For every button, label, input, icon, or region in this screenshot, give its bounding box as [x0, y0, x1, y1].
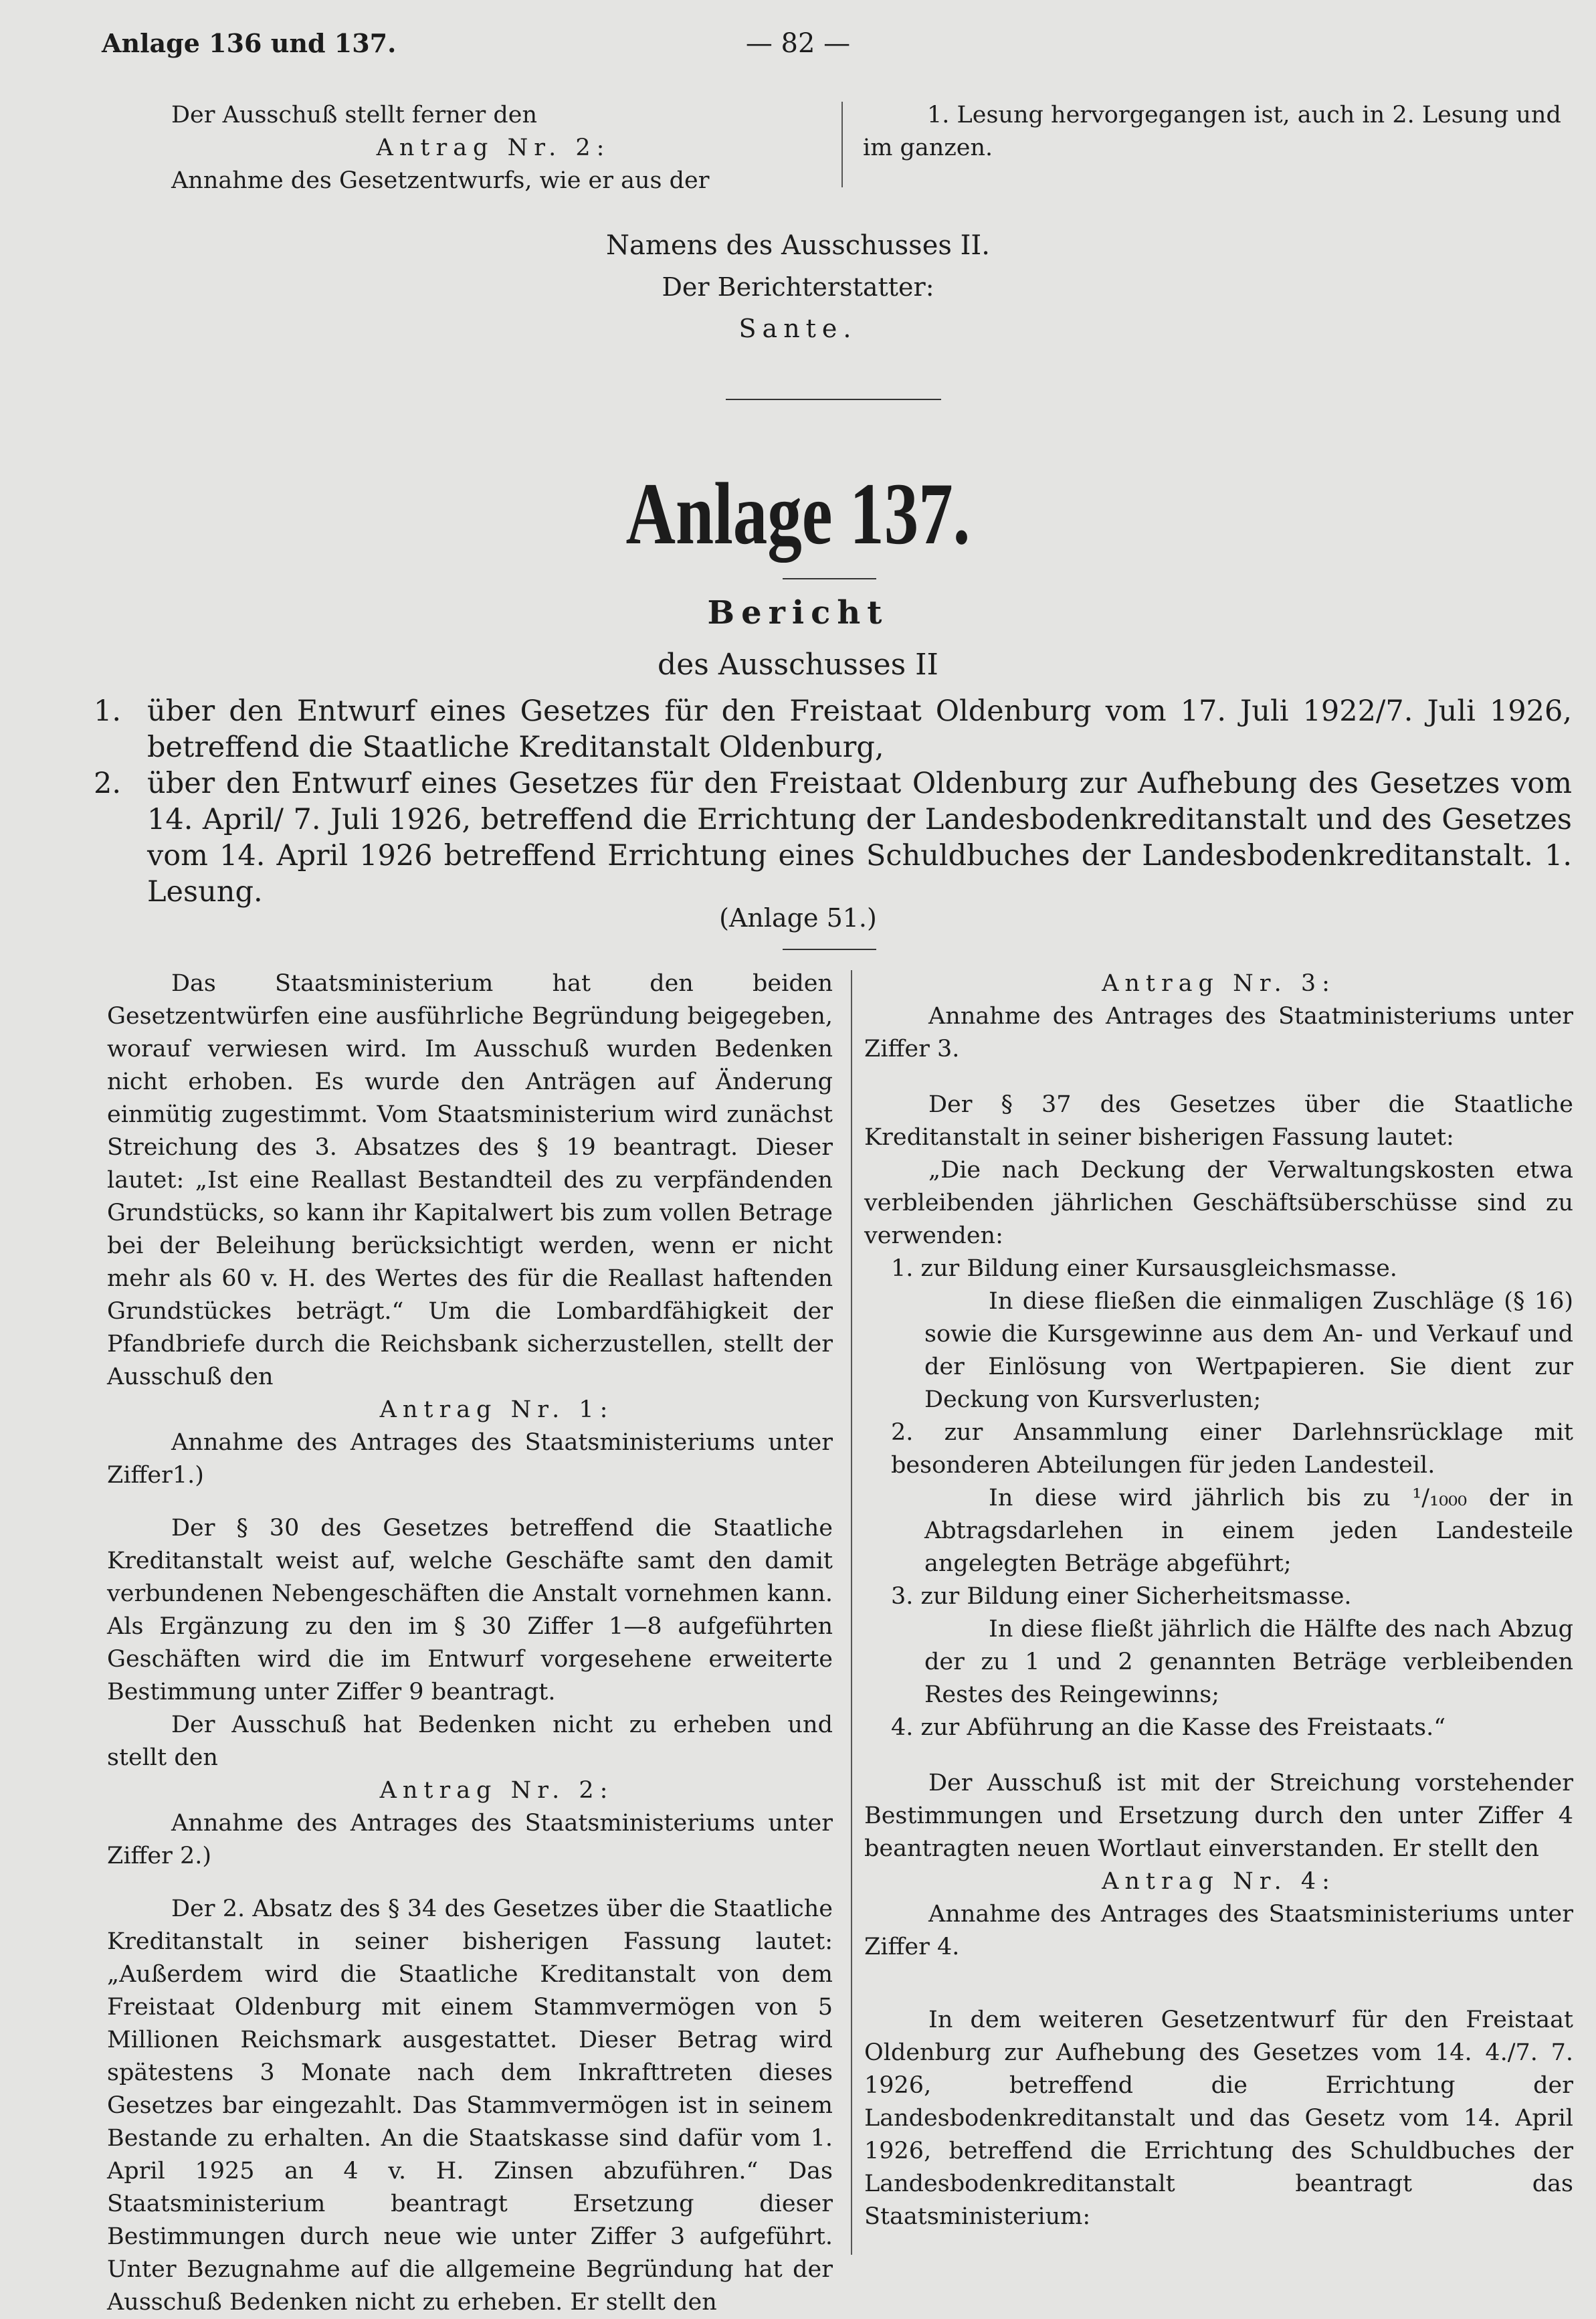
subtitle-committee: des Ausschusses II	[658, 648, 938, 682]
top-left-block	[107, 99, 826, 197]
paragraph: Der 2. Absatz des § 34 des Gesetzes über die Staatliche Kreditanstalt in seiner bisherigen Fassung lautet: „Außerdem wird die Staatliche Kreditanstalt von dem Freistaat Oldenburg mit einem Stammvermögen von 5 Millionen Reichsmark ausgestattet. Dieser Betrag wird spätestens 3 Monate nach dem Inkrafttreten dieses Gesetzes bar eingezahlt. Das Stammvermögen ist in seinem Bestande zu erhalten. An die Staatskasse sind dafür vom 1. April 1925 an 4 v. H. Zinsen abzuführen.“ Das Staatsministerium beantragt Ersetzung dieser Bestimmungen durch neue wie unter Ziffer 3 aufgeführt. Unter Bezugnahme auf die allgemeine Begründung hat der Ausschuß Bedenken nicht zu erheben. Er stellt den	[107, 1895, 833, 2316]
subtitle: Bericht	[707, 594, 889, 632]
antrag-heading: Antrag Nr. 2:	[376, 134, 611, 161]
section-divider	[726, 399, 941, 400]
left-column	[107, 967, 833, 2319]
list-item: 1. zur Bildung einer Kursausgleichsmasse.	[891, 1255, 1397, 1282]
report-item	[94, 765, 1572, 910]
top-right-line: im ganzen.	[863, 134, 993, 161]
top-left-line: Der Ausschuß stellt ferner den	[171, 102, 538, 128]
item-number: 1.	[94, 694, 122, 728]
paragraph: Der Ausschuß hat Bedenken nicht zu erheben und stellt den	[107, 1711, 833, 1771]
page-title: Anlage 137.	[625, 464, 971, 563]
signature-name: Sante.	[738, 314, 858, 343]
signature-committee: Namens des Ausschusses II.	[606, 230, 990, 261]
paragraph: Der Ausschuß ist mit der Streichung vorstehender Bestimmungen und Ersetzung durch den unter Ziffer 4 beantragten neuen Wortlaut einverstanden. Er stellt den	[864, 1770, 1573, 1862]
antrag-text: Annahme des Antrages des Staatsministeriums unter Ziffer 2.)	[107, 1810, 833, 1869]
antrag-heading: Antrag Nr. 2:	[379, 1777, 614, 1804]
paragraph: Der § 37 des Gesetzes über die Staatliche Kreditanstalt in seiner bisherigen Fassung lautet:	[864, 1091, 1573, 1151]
title-rule	[783, 578, 876, 579]
antrag-heading: Antrag Nr. 3:	[1102, 970, 1336, 997]
paragraph: Der § 30 des Gesetzes betreffend die Staatliche Kreditanstalt weist auf, welche Geschäfte samt den damit verbundenen Nebengeschäften die Anstalt vornehmen kann. Als Ergänzung zu den im § 30 Ziffer 1—8 aufgeführten Geschäften wird die im Entwurf vorgesehene erweiterte Bestimmung unter Ziffer 9 beantragt.	[107, 1515, 833, 1705]
report-items	[94, 693, 1572, 910]
list-item: 2. zur Ansammlung einer Darlehnsrücklage mit besonderen Abteilungen für jeden Landesteil.	[891, 1419, 1573, 1479]
antrag-text: Annahme des Antrages des Staatsministeriums unter Ziffer 4.	[864, 1901, 1573, 1960]
list-item-text: In diese fließen die einmaligen Zuschläge (§ 16) sowie die Kursgewinne aus dem An- und Verkauf und der Einlösung von Wertpapieren. Sie dient zur Deckung von Kursverlusten;	[924, 1288, 1573, 1413]
column-divider	[851, 970, 852, 2255]
signature-role: Der Berichterstatter:	[662, 272, 934, 302]
antrag-heading: Antrag Nr. 1:	[379, 1396, 614, 1423]
page-number: — 82 —	[745, 28, 851, 59]
top-left-line: Annahme des Gesetzentwurfs, wie er aus der	[171, 167, 710, 194]
anlage-reference: (Anlage 51.)	[719, 903, 877, 933]
item-text: über den Entwurf eines Gesetzes für den Freistaat Oldenburg zur Aufhebung des Gesetzes vom 14. April/ 7. Juli 1926, betreffend die Errichtung der Landesbodenkreditanstalt und des Gesetzes vom 14. April 1926 betreffend Errichtung eines Schuldbuches der Landesbodenkreditanstalt. 1. Lesung.	[147, 767, 1572, 909]
list-item: 3. zur Bildung einer Sicherheitsmasse.	[891, 1583, 1352, 1610]
item-text: über den Entwurf eines Gesetzes für den Freistaat Oldenburg vom 17. Juli 1922/7. Juli 1926, betreffend die Staatliche Kreditanstalt Oldenburg,	[147, 694, 1572, 764]
paragraph: In dem weiteren Gesetzentwurf für den Freistaat Oldenburg zur Aufhebung des Gesetzes vom 14. 4./7. 7. 1926, betreffend die Errichtung der Landesbodenkreditanstalt und das Gesetz vom 14. April 1926, betreffend die Errichtung des Schuldbuches der Landesbodenkreditanstalt beantragt das Staatsministerium:	[864, 2007, 1573, 2230]
column-divider	[841, 102, 843, 187]
list-item: 4. zur Abführung an die Kasse des Freistaats.“	[891, 1714, 1446, 1741]
quote-paragraph: „Die nach Deckung der Verwaltungskosten etwa verbleibenden jährlichen Geschäftsüberschüsse sind zu verwenden:	[864, 1157, 1573, 1249]
report-item	[94, 693, 1572, 765]
top-right-block	[863, 99, 1572, 165]
top-right-line: 1. Lesung hervorgegangen ist, auch in 2. Lesung und	[927, 102, 1561, 128]
antrag-text: Annahme des Antrages des Staatsministeriums unter Ziffer1.)	[107, 1429, 833, 1489]
item-number: 2.	[94, 767, 122, 800]
list-item-text: In diese wird jährlich bis zu ¹/₁₀₀₀ der in Abtragsdarlehen in einem jeden Landesteile angelegten Beträge abgeführt;	[924, 1485, 1573, 1577]
items-rule	[783, 949, 876, 950]
paragraph: Das Staatsministerium hat den beiden Gesetzentwürfen eine ausführliche Begründung beigegeben, worauf verwiesen wird. Im Ausschuß wurden Bedenken nicht erhoben. Es wurde den Anträgen auf Änderung einmütig zugestimmt. Vom Staatsministerium wird zunächst Streichung des 3. Absatzes des § 19 beantragt. Dieser lautet: „Ist eine Reallast Bestandteil des zu verpfändenden Grundstücks, so kann ihr Kapitalwert bis zum vollen Betrage bei der Beleihung berücksichtigt werden, wenn er nicht mehr als 60 v. H. des Wertes des für die Reallast haftenden Grundstückes beträgt.“ Um die Lombardfähigkeit der Pfandbriefe durch die Reichsbank sicherzustellen, stellt der Ausschuß den	[107, 970, 833, 1390]
antrag-text: Annahme des Antrages des Staatministeriums unter Ziffer 3.	[864, 1003, 1573, 1062]
list-item-text: In diese fließt jährlich die Hälfte des nach Abzug der zu 1 und 2 genannten Beträge verbleibenden Restes des Reingewinns;	[924, 1616, 1573, 1708]
antrag-heading: Antrag Nr. 4:	[1102, 1868, 1336, 1895]
right-column	[864, 967, 1573, 2233]
running-header: Anlage 136 und 137.	[102, 28, 397, 58]
